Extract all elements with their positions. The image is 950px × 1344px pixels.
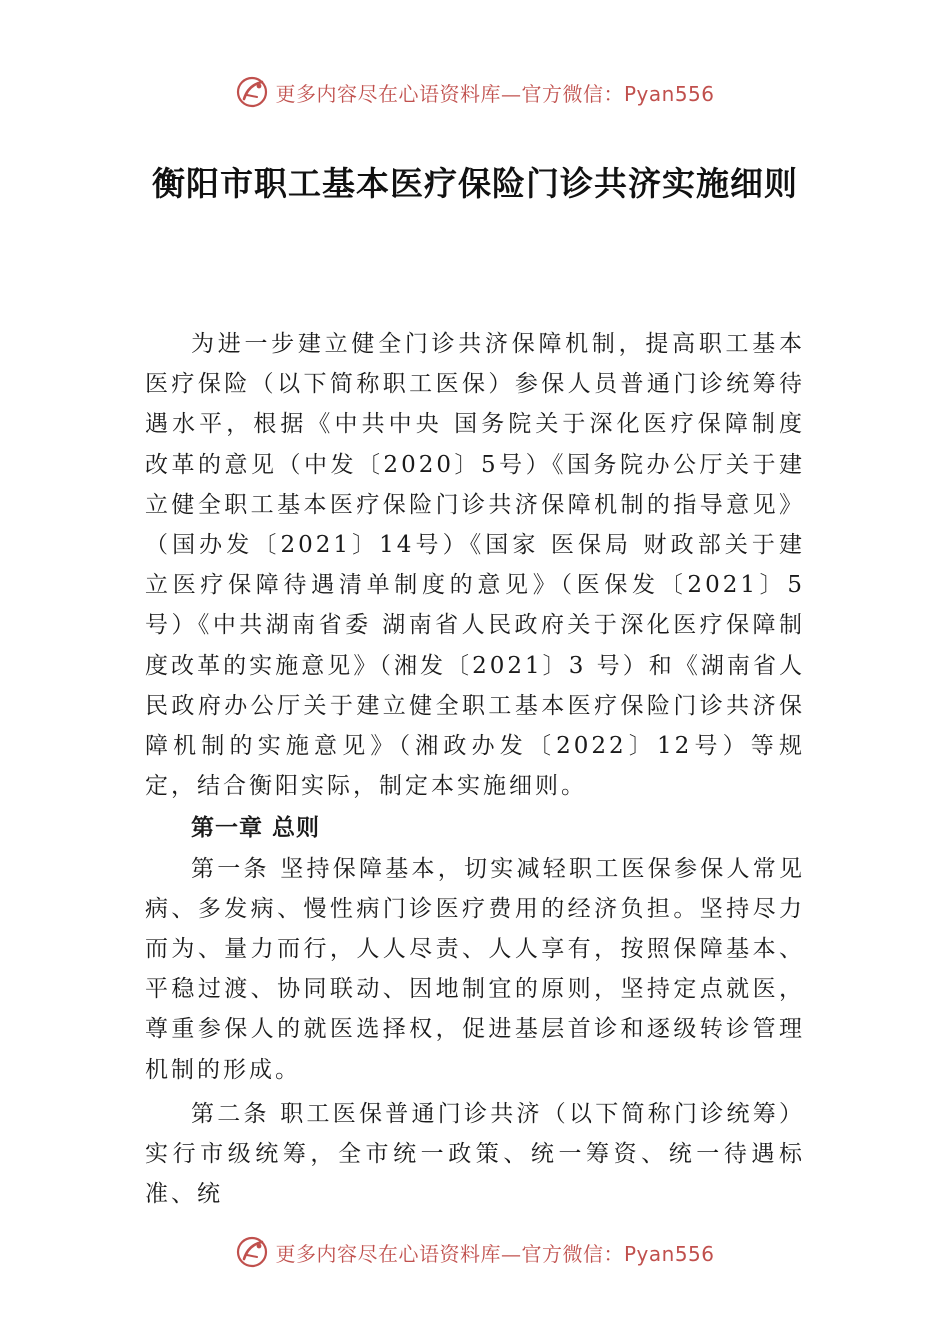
logo-seal-icon xyxy=(235,1235,269,1269)
watermark-wechat-id: Pyan556 xyxy=(623,81,715,106)
chapter-heading: 第一章 总则 xyxy=(191,815,321,842)
watermark-footer xyxy=(0,1232,950,1272)
watermark-wechat-id: Pyan556 xyxy=(623,1241,715,1266)
article-1-paragraph: 第一条 坚持保障基本，切实减轻职工医保参保人常见病、多发病、慢性病门诊医疗费用的经济负担。坚持尽力而为、量力而行，人人尽责、人人享有，按照保障基本、平稳过渡、协同联动、因地制宜的原则，坚持定点就医，尊重参保人的就医选择权，促进基层首诊和逐级转诊管理机制的形成。 xyxy=(145,855,805,1083)
document-title: 衡阳市职工基本医疗保险门诊共济实施细则 xyxy=(152,164,798,203)
article-2-paragraph: 第二条 职工医保普通门诊共济（以下简称门诊统筹）实行市级统筹，全市统一政策、统一筹资、统一待遇标准、统 xyxy=(145,1100,805,1208)
watermark-label: 更多内容尽在心语资料库—官方微信： xyxy=(275,81,624,106)
preamble-paragraph: 为进一步建立健全门诊共济保障机制，提高职工基本医疗保险（以下简称职工医保）参保人员普通门诊统筹待遇水平，根据《中共中央 国务院关于深化医疗保障制度改革的意见（中发〔2020〕5号）《国务院办公厅关于建立健全职工基本医疗保险门诊共济保障机制的指导意见》（国办发〔2021〕14号）《国家 医保局 财政部关于建立医疗保障待遇清单制度的意见》（医保发〔2021〕5号）《中共湖南省委 湖南省人民政府关于深化医疗保障制度改革的实施意见》（湘发〔2021〕3 号）和《湖南省人民政府办公厅关于建立健全职工基本医疗保险门诊共济保障机制的实施意见》（湘政办发〔2022〕12号）等规定，结合衡阳实际，制定本实施细则。 xyxy=(145,331,805,800)
watermark-label: 更多内容尽在心语资料库—官方微信： xyxy=(275,1241,624,1266)
watermark-text xyxy=(275,78,714,107)
document-body xyxy=(145,324,805,1214)
watermark-header xyxy=(0,72,950,112)
watermark-text xyxy=(275,1238,714,1267)
logo-seal-icon xyxy=(235,75,269,109)
